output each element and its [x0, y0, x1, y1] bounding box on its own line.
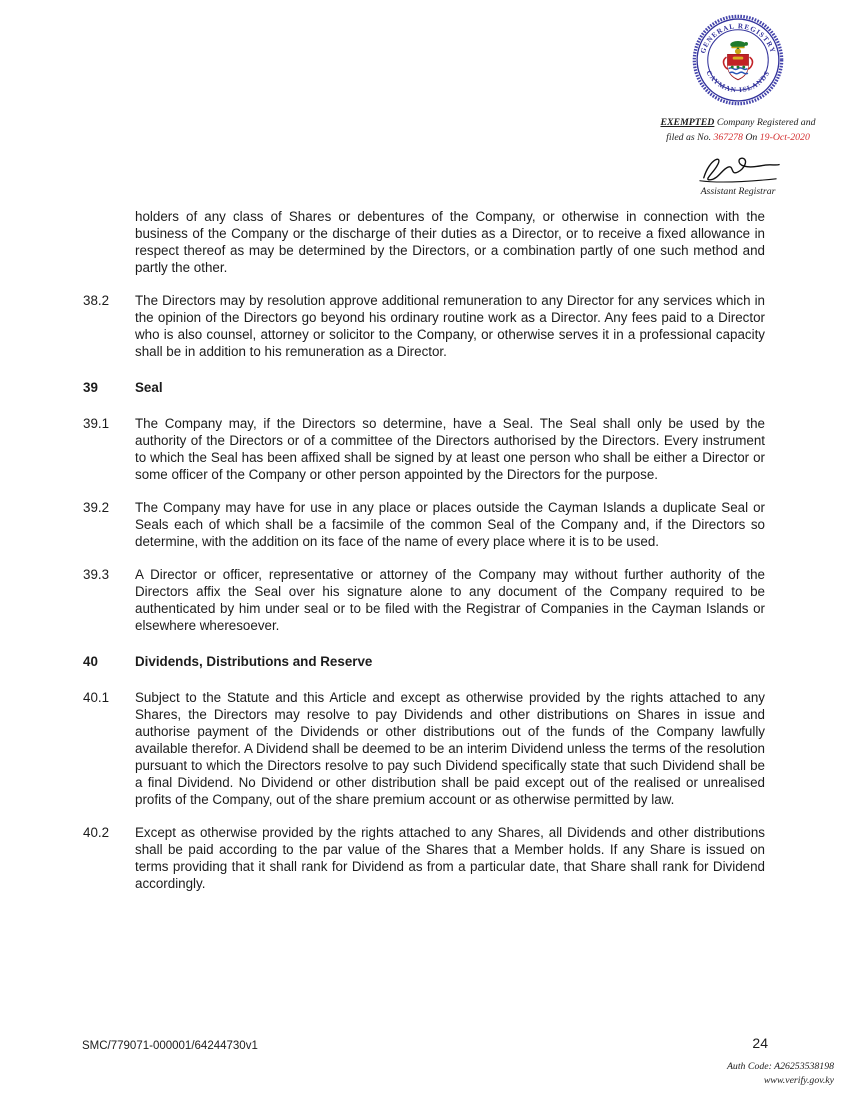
section-title: Dividends, Distributions and Reserve [135, 654, 373, 669]
auth-code: Auth Code: A26253538198 [726, 1061, 834, 1072]
section-title: Seal [135, 380, 163, 395]
coat-of-arms-icon [723, 41, 752, 80]
clause-text: The Company may have for use in any place or places outside the Cayman Islands a duplicate Seal or Seals each of which shall be a facsimile of the common Seal of the Company and, if the Directors so determine, with the addition on its face of the name of every place where it is to be used. [135, 500, 765, 549]
clause-number: 39.1 [83, 416, 110, 431]
document-body [83, 208, 765, 892]
exempted-label: EXEMPTED [660, 117, 715, 128]
document-reference: SMC/779071-000001/64244730v1 [82, 1040, 258, 1052]
section-heading-39 [83, 379, 765, 396]
clause-number: 39.2 [83, 500, 110, 515]
seal-bottom-text: CAYMAN ISLANDS [704, 69, 772, 95]
clause-text: A Director or officer, representative or attorney of the Company may without further authority of the Directors affix the Seal over his signature alone to any document of the Company required to be authenticated by him under seal or to be filed with the Registrar of Companies in the Cayman Islands or elsewhere wheresoever. [135, 567, 765, 633]
clause-number: 40.2 [83, 825, 110, 840]
page-number: 24 [752, 1035, 768, 1051]
filed-as-label: filed as No. [666, 132, 714, 143]
auth-code-block [727, 1060, 834, 1088]
registry-stamp [648, 12, 828, 197]
paragraph-38-2 [83, 292, 765, 360]
clause-text: The Company may, if the Directors so determine, have a Seal. The Seal shall only be used by the authority of the Directors or of a committee of the Directors authorised by the Directors. Every instrument to which the Seal has been affixed shall be signed by at least one person who shall be either a Director or some officer of the Company or other person appointed by the Directors for the purpose. [135, 416, 765, 482]
section-number: 40 [83, 654, 98, 669]
clause-number: 38.2 [83, 293, 110, 308]
section-number: 39 [83, 380, 98, 395]
filing-number: 367278 [713, 132, 743, 143]
paragraph-continuation [83, 208, 765, 276]
general-registry-seal-icon [690, 12, 786, 108]
clause-number: 39.3 [83, 567, 110, 582]
paragraph-40-1 [83, 689, 765, 808]
clause-text: The Directors may by resolution approve additional remuneration to any Director for any services which in the opinion of the Directors go beyond his ordinary routine work as a Director. Any fees paid to a Director who is also counsel, attorney or solicitor to the Company, or otherwise serves it in a professional capacity shall be in addition to his remuneration as a Director. [135, 293, 765, 359]
clause-number: 40.1 [83, 690, 110, 705]
filing-date: 19-Oct-2020 [759, 132, 810, 143]
clause-text: Except as otherwise provided by the rights attached to any Shares, all Dividends and other distributions shall be paid according to the par value of the Shares that a Member holds. If any Share is issued on terms providing that it shall rank for Dividend as from a particular date, that Share shall rank for Dividend accordingly. [135, 825, 765, 891]
paragraph-39-2 [83, 499, 765, 550]
stamp-line-1-rest: Company Registered and [714, 117, 816, 128]
clause-text: Subject to the Statute and this Article and except as otherwise provided by the rights attached to any Shares, the Directors may resolve to pay Dividends and other distributions on Shares in issue and authorise payment of the Dividends or other distributions out of the funds of the Company lawfully available therefor. A Dividend shall be deemed to be an interim Dividend unless the terms of the resolution pursuant to which the Directors resolve to pay such Dividend specifically state that such Dividend shall be a final Dividend. No Dividend or other distribution shall be paid except out of the realised or unrealised profits of the Company, out of the share premium account or as otherwise permitted by law. [135, 690, 765, 807]
seal-top-text: GENERAL REGISTRY [698, 22, 778, 55]
section-heading-40 [83, 653, 765, 670]
registrar-signature-icon [694, 149, 782, 189]
stamp-line-1 [660, 115, 815, 130]
registrar-title: Assistant Registrar [700, 186, 776, 197]
verify-website: www.verify.gov.ky [763, 1075, 834, 1086]
clause-text: holders of any class of Shares or debentures of the Company, or otherwise in connection with the business of the Company or the discharge of their duties as a Director, or to receive a fixed allowance in respect thereof as may be determined by the Directors, or a combination partly of one such method and partly the other. [135, 209, 765, 275]
on-label: On [742, 132, 760, 143]
paragraph-39-1 [83, 415, 765, 483]
paragraph-39-3 [83, 566, 765, 634]
paragraph-40-2 [83, 824, 765, 892]
stamp-line-2 [666, 130, 810, 145]
clause-number [83, 208, 135, 276]
